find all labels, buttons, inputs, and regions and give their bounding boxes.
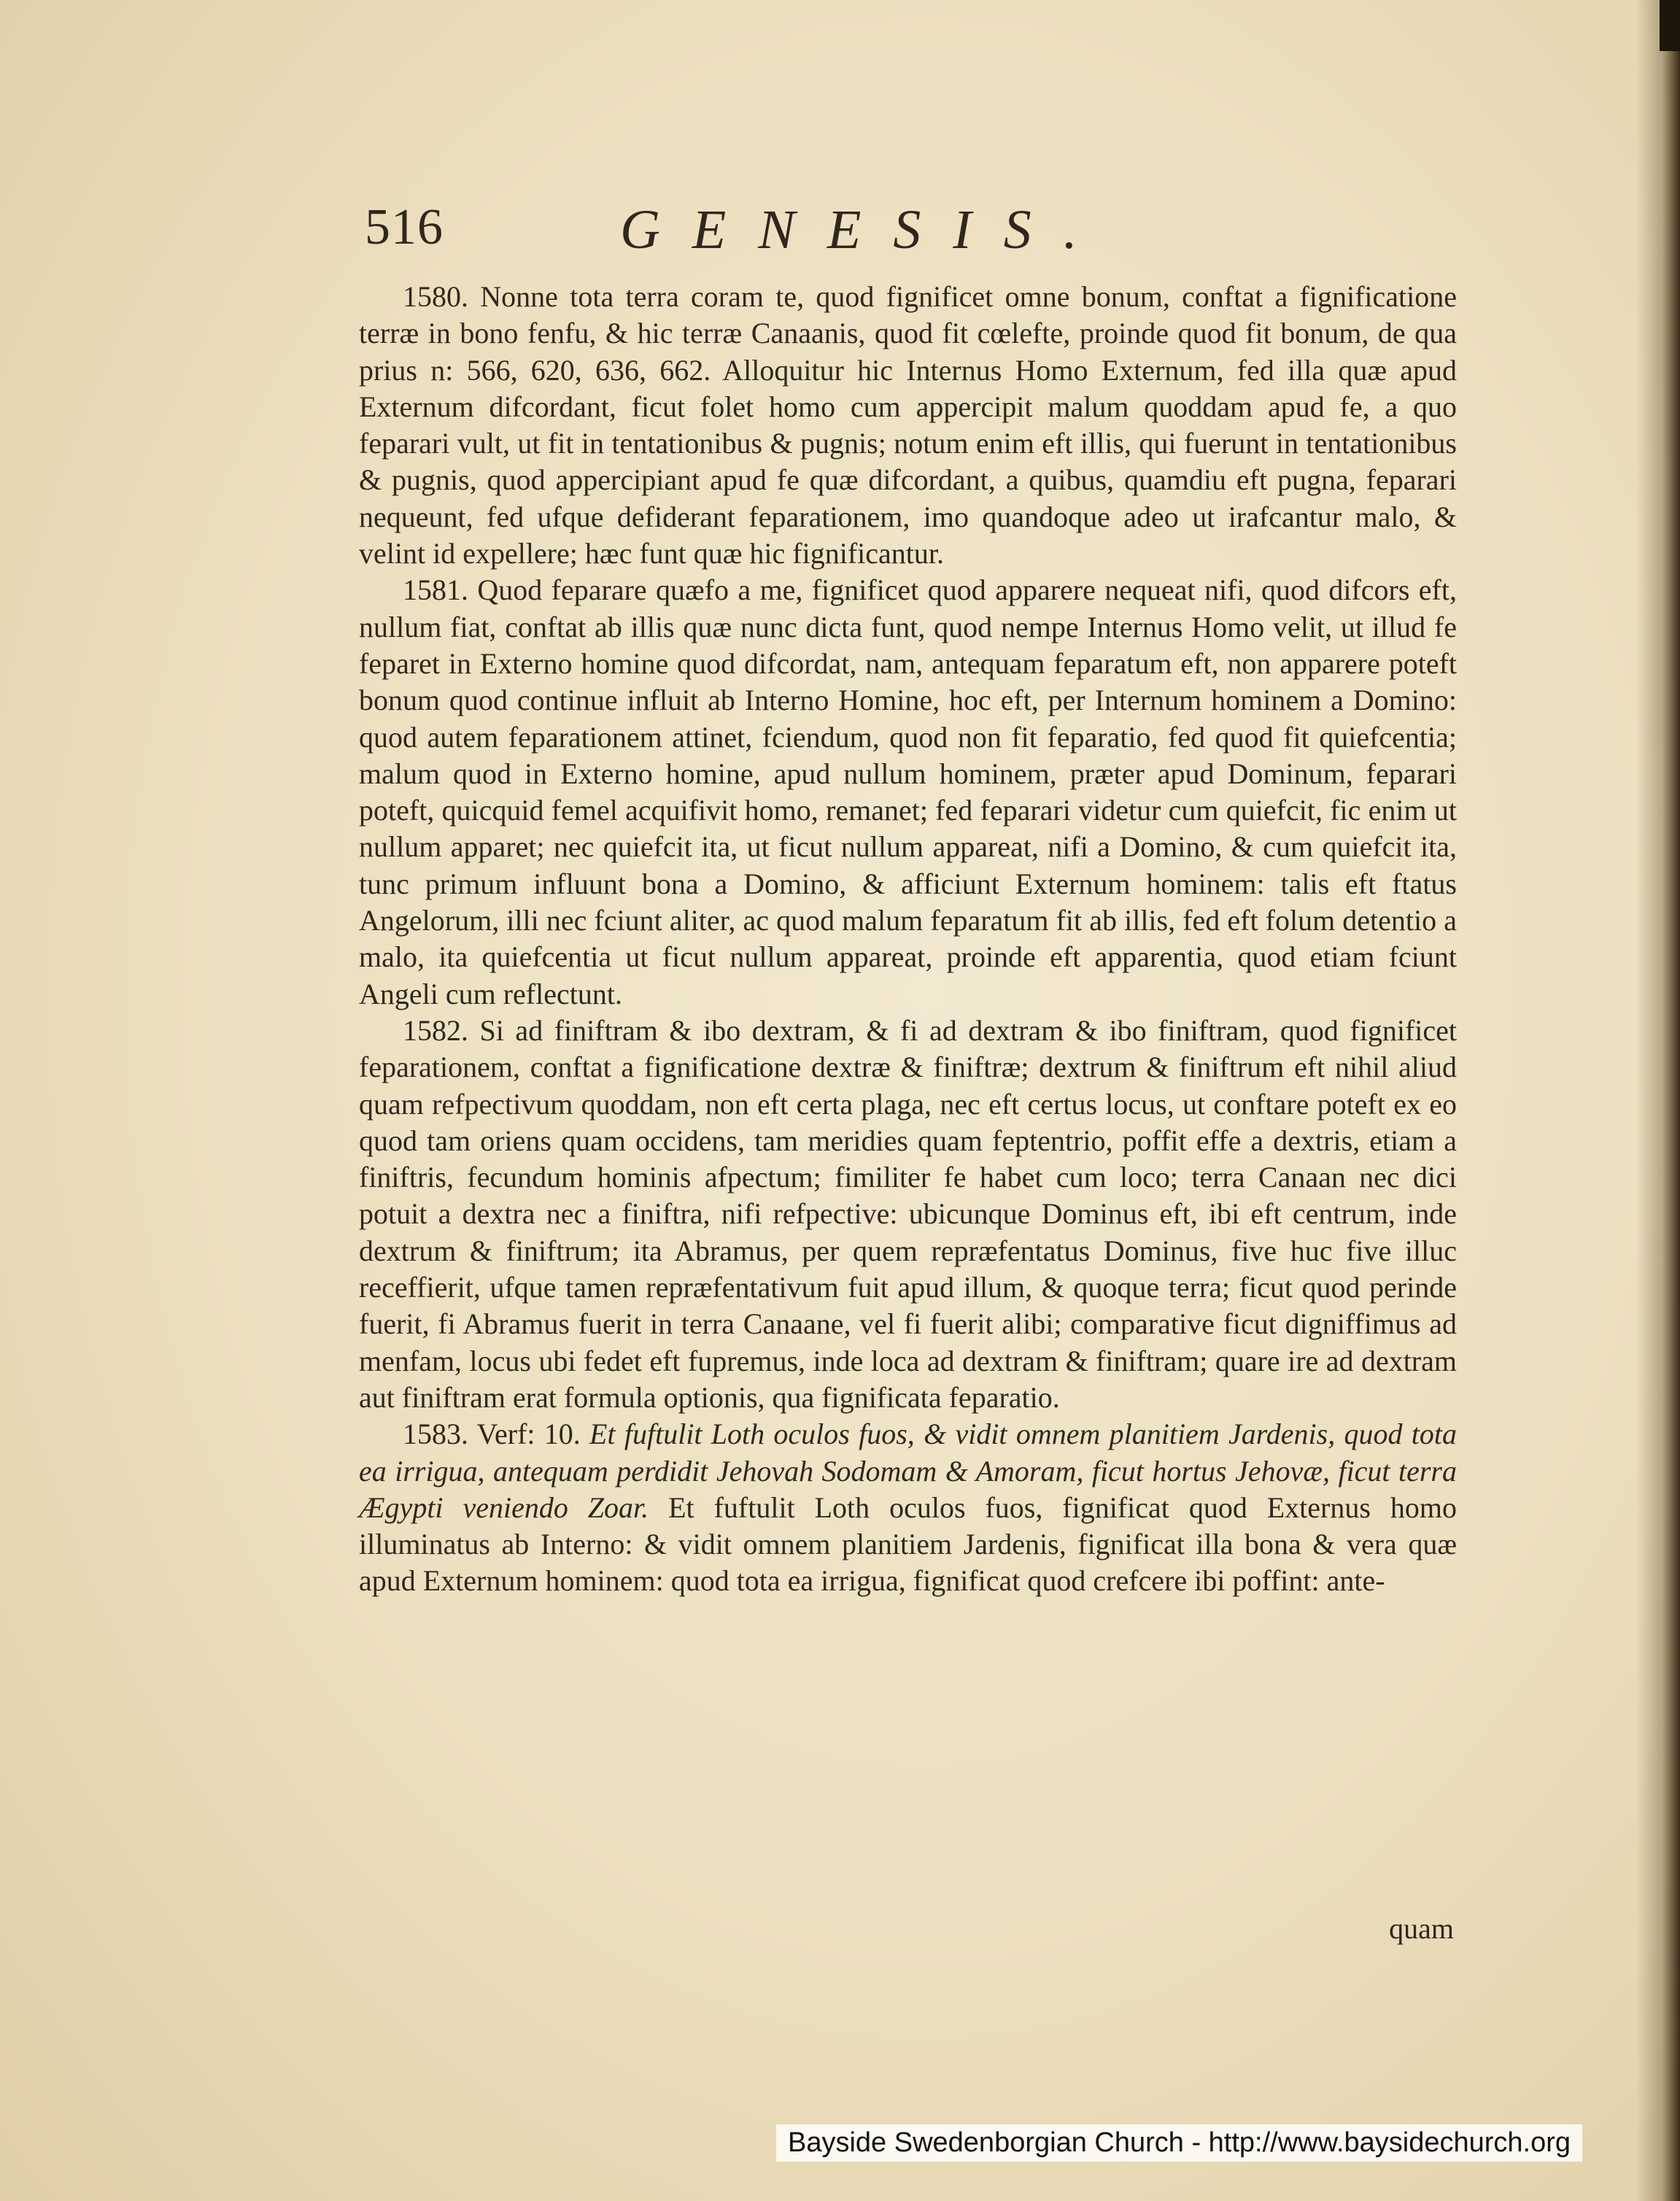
paragraph-1583-verse: Et fuftulit Loth oculos fuos, & vidit omnem planitiem Jardenis, quod tota ea irrigua, antequam perdidit Jehovah Sodomam & Amoram, ficut hortus Jehovæ, ficut terra Ægypti veniendo Zoar. <box>359 1417 1457 1524</box>
paragraph-1583 <box>359 1416 1457 1599</box>
paragraph-1582: 1582. Si ad finiftram & ibo dextram, & fi ad dextram & ibo finiftram, quod fignificet feparationem, conftat a fignificatione dextræ & finiftræ; dextrum & finiftrum eft nihil aliud quam refpectivum quoddam, non eft certa plaga, nec eft certus locus, ut conftare poteft ex eo quod tam oriens quam occidens, tam meridies quam feptentrio, poffit effe a dextris, etiam a finiftris, fecundum hominis afpectum; fimiliter fe habet cum loco; terra Canaan nec dici potuit a dextra nec a finiftra, nifi refpective: ubicunque Dominus eft, ibi eft centrum, inde dextrum & finiftrum; ita Abramus, per quem repræfentatus Dominus, five huc five illuc receffierit, ufque tamen repræfentativum fuit apud illum, & quoque terra; ficut quod perinde fuerit, fi Abramus fuerit in terra Canaane, vel fi fuerit alibi; comparative ficut digniffimus ad menfam, locus ubi fedet eft fupremus, inde loca ad dextram & finiftram; quare ire ad dextram aut finiftram erat formula optionis, qua fignificata feparatio. <box>359 1013 1457 1414</box>
paragraph-1581: 1581. Quod feparare quæfo a me, fignificet quod apparere nequeat nifi, quod difcors eft, nullum fiat, conftat ab illis quæ nunc dicta funt, quod nempe Internus Homo velit, ut illud fe feparet in Externo homine quod difcordat, nam, antequam feparatum eft, non apparere poteft bonum quod continue influit ab Interno Homine, hoc eft, per Internum hominem a Domino: quod autem feparationem attinet, fciendum, quod non fit feparatio, fed quod fit quiefcentia; malum quod in Externo homine, apud nullum hominem, præter apud Dominum, feparari poteft, quicquid femel acquifivit homo, remanet; fed feparari videtur cum quiefcit, fic enim ut nullum apparet; nec quiefcit ita, ut ficut nullum appareat, nifi a Domino, & cum quiefcit ita, tunc primum influunt bona a Domino, & afficiunt Externum hominem: talis eft ftatus Angelorum, illi nec fciunt aliter, ac quod malum feparatum fit ab illis, fed eft folum detentio a malo, ita quiefcentia ut ficut nullum appareat, proinde eft apparentia, quod etiam fciunt Angeli cum reflectunt. <box>359 573 1457 1010</box>
paragraph-1580: 1580. Nonne tota terra coram te, quod fignificet omne bonum, conftat a fignificatione terræ in bono fenfu, & hic terræ Canaanis, quod fit cœlefte, proinde quod fit bonum, de qua prius n: 566, 620, 636, 662. Alloquitur hic Internus Homo Externum, fed illa quæ apud Externum difcordant, ficut folet homo cum appercipit malum quoddam apud fe, a quo feparari vult, ut fit in tentationibus & pugnis; notum enim eft illis, qui fuerunt in tentationibus & pugnis, quod appercipiant apud fe quæ difcordant, a quibus, quamdiu eft pugna, feparari nequeunt, fed ufque defiderant feparationem, imo quandoque adeo ut irafcantur malo, & velint id expellere; hæc funt quæ hic fignificantur. <box>359 280 1457 570</box>
body-text <box>359 279 1457 1600</box>
watermark-footer: Bayside Swedenborgian Church - http://www.baysidechurch.org <box>776 2124 1582 2162</box>
paragraph-1583-lead: 1583. Verf: 10. <box>403 1417 581 1451</box>
paragraph-1583-rest: Et fuftulit Loth oculos fuos, fignificat quod Externus homo illuminatus ab Interno: & vidit omnem planitiem Jardenis, fignificat illa bona & vera quæ apud Externum hominem: quod tota ea irrigua, fignificat quod crefcere ibi poffint: ante- <box>359 1490 1457 1598</box>
page-number: 516 <box>365 199 444 255</box>
gutter-corner <box>1660 0 1680 51</box>
page-header <box>365 198 1459 264</box>
catchword: quam <box>1389 1912 1454 1945</box>
running-head: GENESIS. <box>620 199 1110 260</box>
page-gutter-shadow <box>1636 0 1680 2201</box>
